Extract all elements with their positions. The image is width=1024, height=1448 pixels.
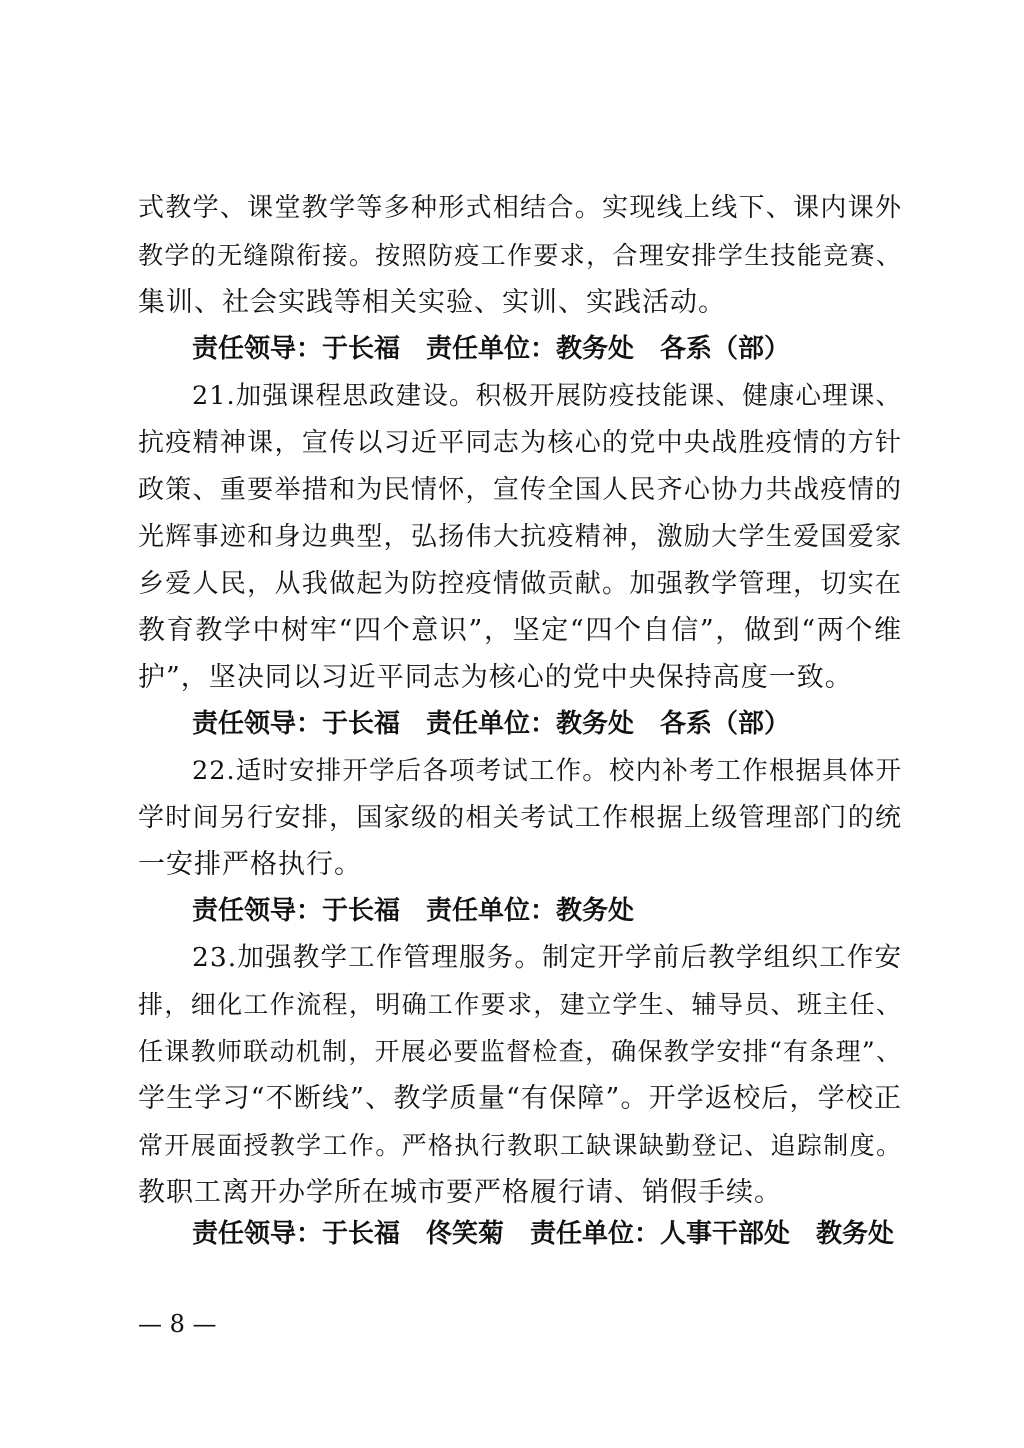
page-number: — 8 — — [138, 1310, 217, 1338]
responsibility-line: 责任领导：于长福 责任单位：教务处 各系（部） — [192, 709, 791, 739]
body-line: 排，细化工作流程，明确工作要求，建立学生、辅导员、班主任、 — [138, 990, 902, 1019]
body-line: 教育教学中树牢“四个意识”，坚定“四个自信”，做到“两个维 — [138, 615, 902, 646]
responsibility-line: 责任领导：于长福 佟笑菊 责任单位：人事干部处 教务处 — [192, 1219, 895, 1249]
responsibility-line: 责任领导：于长福 责任单位：教务处 各系（部） — [192, 334, 791, 364]
body-line: 常开展面授教学工作。严格执行教职工缺课缺勤登记、追踪制度。 — [138, 1131, 902, 1160]
body-line: 任课教师联动机制，开展必要监督检查，确保教学安排“有条理”、 — [138, 1037, 902, 1066]
item-heading-line: 23.加强教学工作管理服务。制定开学前后教学组织工作安 — [192, 942, 902, 973]
body-line: 护”，坚决同以习近平同志为核心的党中央保持高度一致。 — [138, 662, 853, 693]
body-line: 学时间另行安排，国家级的相关考试工作根据上级管理部门的统 — [138, 803, 902, 833]
body-line: 光辉事迹和身边典型，弘扬伟大抗疫精神，激励大学生爱国爱家 — [138, 522, 902, 552]
body-line: 集训、社会实践等相关实验、实训、实践活动。 — [138, 287, 726, 318]
body-line: 政策、重要举措和为民情怀，宣传全国人民齐心协力共战疫情的 — [138, 475, 902, 505]
body-line: 乡爱人民，从我做起为防控疫情做贡献。加强教学管理，切实在 — [138, 569, 902, 599]
body-line: 一安排严格执行。 — [138, 849, 362, 880]
body-line: 学生学习“不断线”、教学质量“有保障”。开学返校后，学校正 — [138, 1083, 902, 1114]
body-line: 教学的无缝隙衔接。按照防疫工作要求，合理安排学生技能竞赛、 — [138, 241, 902, 270]
item-heading-line: 22.适时安排开学后各项考试工作。校内补考工作根据具体开 — [192, 756, 902, 786]
body-line: 抗疫精神课，宣传以习近平同志为核心的党中央战胜疫情的方针 — [138, 428, 902, 458]
responsibility-line: 责任领导：于长福 责任单位：教务处 — [192, 896, 635, 926]
body-line: 教职工离开办学所在城市要严格履行请、销假手续。 — [138, 1177, 782, 1208]
item-heading-line: 21.加强课程思政建设。积极开展防疫技能课、健康心理课、 — [192, 381, 902, 411]
body-line: 式教学、课堂教学等多种形式相结合。实现线上线下、课内课外 — [138, 193, 902, 223]
